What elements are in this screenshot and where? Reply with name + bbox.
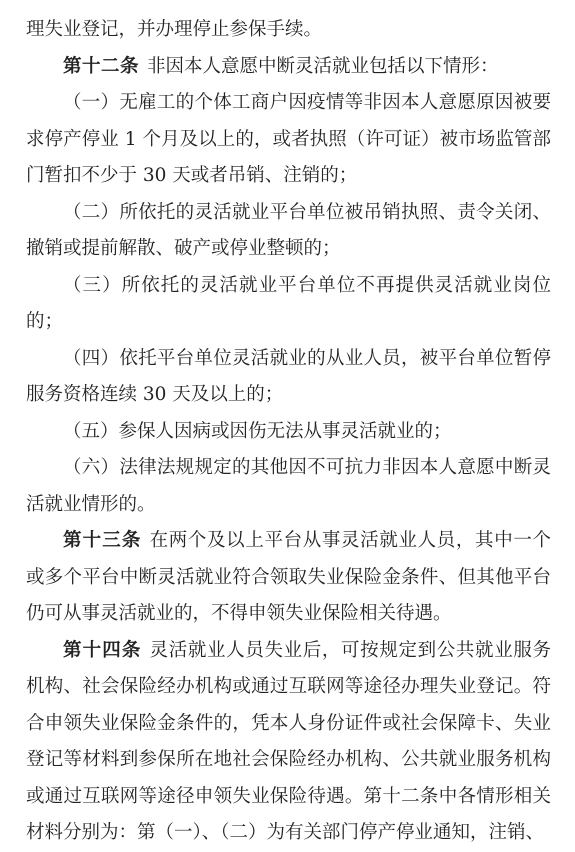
document-page	[26, 0, 551, 852]
paragraph-text: 理失业登记，并办理停止参保手续。	[26, 19, 323, 40]
article-text: 灵活就业人员失业后，可按规定到公共就业服务机构、社会保险经办机构或通过互联网等途径办理失业登记。符合申领失业保险金条件的，凭本人身份证件或社会保障卡、失业登记等材料到参保所在地社会保险经办机构、公共就业服务机构或通过互联网等途径申领失业保险待遇。第十二条中各情形相关材料分别为：第（一）、（二）为有关部门停产停业通知，注销、	[26, 639, 551, 843]
article-text: 非因本人意愿中断灵活就业包括以下情形：	[147, 55, 499, 77]
list-item-text: （二）所依托的灵活就业平台单位被吊销执照、责令关闭、撤销或提前解散、破产或停业整顿的；	[26, 201, 551, 259]
list-item-text: （一）无雇工的个体工商户因疫情等非因本人意愿原因被要求停产停业 1 个月及以上的，或者执照（许可证）被市场监管部门暂扣不少于 30 天或者吊销、注销的；	[26, 92, 551, 186]
list-item-text: （六）法律法规规定的其他因不可抗力非因本人意愿中断灵活就业情形的。	[26, 457, 551, 515]
list-item-2	[26, 195, 551, 268]
list-item-4	[26, 341, 551, 414]
list-item-text: （五）参保人因病或因伤无法从事灵活就业的；	[63, 420, 452, 442]
list-item-text: （四）依托平台单位灵活就业的从业人员，被平台单位暂停服务资格连续 30 天及以上的；	[26, 347, 551, 405]
list-item-3	[26, 268, 551, 341]
article-13	[26, 523, 551, 633]
article-text: 在两个及以上平台从事灵活就业人员，其中一个或多个平台中断灵活就业符合领取失业保险金条件、但其他平台仍可从事灵活就业的，不得申领失业保险相关待遇。	[26, 530, 551, 624]
list-item-6	[26, 450, 551, 523]
list-item-1	[26, 85, 551, 195]
article-number: 第十三条	[63, 530, 142, 551]
list-item-text: （三）所依托的灵活就业平台单位不再提供灵活就业岗位的；	[26, 274, 551, 332]
list-item-5	[26, 414, 551, 451]
article-14	[26, 633, 551, 852]
article-number: 第十四条	[63, 639, 142, 661]
article-number: 第十二条	[63, 55, 140, 77]
article-12	[26, 49, 551, 86]
paragraph-continuation	[26, 12, 551, 49]
